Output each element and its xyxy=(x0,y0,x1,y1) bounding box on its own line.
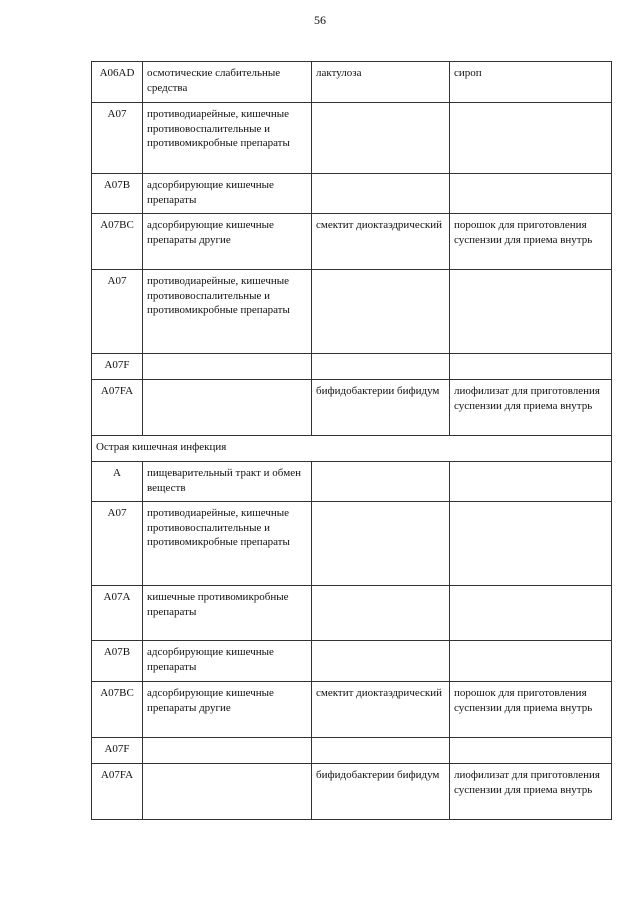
dosage-form-cell: порошок для приготовления суспензии для приема внутрь xyxy=(450,214,612,270)
atc-group-cell xyxy=(143,764,312,820)
atc-code-cell: A07B xyxy=(92,174,143,214)
atc-code-cell: A07 xyxy=(92,103,143,174)
dosage-form-cell xyxy=(450,354,612,380)
page-number: 56 xyxy=(314,13,326,27)
substance-cell xyxy=(312,270,450,354)
substance-cell xyxy=(312,354,450,380)
atc-group-cell xyxy=(143,354,312,380)
atc-group-cell: адсорбирующие кишечные препараты другие xyxy=(143,682,312,738)
substance-cell xyxy=(312,462,450,502)
dosage-form-cell xyxy=(450,502,612,586)
substance-cell: смектит диоктаэдрический xyxy=(312,214,450,270)
table-row xyxy=(92,682,612,738)
atc-code-cell: A07 xyxy=(92,502,143,586)
table-row xyxy=(92,502,612,586)
substance-cell xyxy=(312,738,450,764)
substance-cell: лактулоза xyxy=(312,62,450,103)
dosage-form-cell xyxy=(450,641,612,682)
atc-group-cell: адсорбирующие кишечные препараты xyxy=(143,641,312,682)
atc-code-cell: A07A xyxy=(92,586,143,641)
table-row xyxy=(92,214,612,270)
table-row xyxy=(92,586,612,641)
substance-cell xyxy=(312,502,450,586)
atc-group-cell: кишечные противомикробные препараты xyxy=(143,586,312,641)
substance-cell xyxy=(312,103,450,174)
table-row xyxy=(92,641,612,682)
drug-table xyxy=(91,61,612,820)
atc-group-cell: противодиарейные, кишечные противовоспалительные и противомикробные препараты xyxy=(143,270,312,354)
table-row xyxy=(92,738,612,764)
atc-code-cell: A07F xyxy=(92,354,143,380)
atc-code-cell: A07B xyxy=(92,641,143,682)
atc-code-cell: A07FA xyxy=(92,764,143,820)
dosage-form-cell xyxy=(450,738,612,764)
substance-cell xyxy=(312,174,450,214)
atc-group-cell xyxy=(143,738,312,764)
atc-code-cell: A07BC xyxy=(92,682,143,738)
dosage-form-cell xyxy=(450,270,612,354)
dosage-form-cell: сироп xyxy=(450,62,612,103)
atc-group-cell: пищеварительный тракт и обмен веществ xyxy=(143,462,312,502)
table-row xyxy=(92,62,612,103)
table-row xyxy=(92,103,612,174)
atc-group-cell: адсорбирующие кишечные препараты xyxy=(143,174,312,214)
dosage-form-cell: лиофилизат для приготовления суспензии для приема внутрь xyxy=(450,380,612,436)
dosage-form-cell xyxy=(450,462,612,502)
dosage-form-cell xyxy=(450,103,612,174)
dosage-form-cell: лиофилизат для приготовления суспензии для приема внутрь xyxy=(450,764,612,820)
atc-group-cell: адсорбирующие кишечные препараты другие xyxy=(143,214,312,270)
table-body xyxy=(92,62,612,820)
section-row xyxy=(92,436,612,462)
substance-cell xyxy=(312,586,450,641)
substance-cell: бифидобактерии бифидум xyxy=(312,764,450,820)
table-row xyxy=(92,462,612,502)
atc-group-cell: противодиарейные, кишечные противовоспалительные и противомикробные препараты xyxy=(143,103,312,174)
atc-group-cell xyxy=(143,380,312,436)
atc-code-cell: A07F xyxy=(92,738,143,764)
dosage-form-cell xyxy=(450,174,612,214)
substance-cell: бифидобактерии бифидум xyxy=(312,380,450,436)
atc-code-cell: A07FA xyxy=(92,380,143,436)
atc-code-cell: A07BC xyxy=(92,214,143,270)
atc-code-cell: A06AD xyxy=(92,62,143,103)
dosage-form-cell xyxy=(450,586,612,641)
substance-cell xyxy=(312,641,450,682)
substance-cell: смектит диоктаэдрический xyxy=(312,682,450,738)
table-row xyxy=(92,270,612,354)
atc-code-cell: A xyxy=(92,462,143,502)
dosage-form-cell: порошок для приготовления суспензии для приема внутрь xyxy=(450,682,612,738)
atc-code-cell: A07 xyxy=(92,270,143,354)
table-row xyxy=(92,174,612,214)
table-row xyxy=(92,354,612,380)
section-title: Острая кишечная инфекция xyxy=(92,436,612,462)
table-row xyxy=(92,764,612,820)
atc-group-cell: осмотические слабительные средства xyxy=(143,62,312,103)
table-row xyxy=(92,380,612,436)
atc-group-cell: противодиарейные, кишечные противовоспалительные и противомикробные препараты xyxy=(143,502,312,586)
